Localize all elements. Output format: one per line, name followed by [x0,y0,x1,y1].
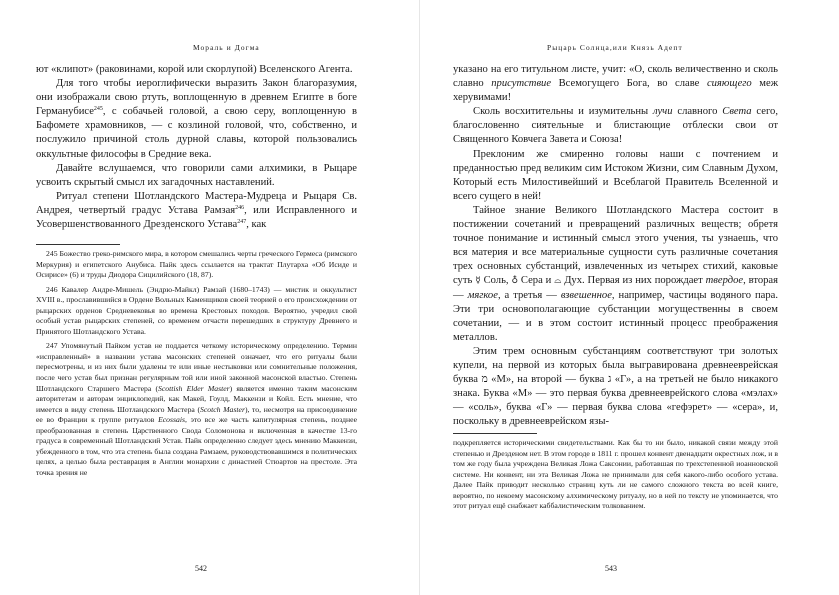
paragraph [36,77,357,162]
text-run: , а третья — [497,289,561,301]
text-run: , или Исправленного и Усовершенствованного Дрезденского Устава [36,204,357,231]
footnote-rule [36,244,120,245]
main-text [36,63,357,232]
italic-text: Света [722,106,752,118]
text-run: Ритуал степени Шотландского Мастера-Мудреца и Рыцаря Св. Андрея, четвертый градус Устава Рамзая [36,190,357,216]
running-head: Мораль и Догма [193,43,260,52]
italic-text: Ecossais [158,415,185,425]
text-run: Всемогущего Бога, во славе [551,78,707,90]
footnote-ref: 246 [235,204,245,211]
text-run: , с собачьей головой, а свою серу, воплощенную в Бафомете храмовников, — с козлиной головой, что, собственно, и послужило причиной столь дурной славы, которой пользовались оккультные философы в Средние века. [36,106,357,160]
italic-text: сияющего [706,78,752,90]
text-run: , как [246,219,267,231]
text-run: Сера и [518,275,555,287]
paragraph [36,190,357,232]
text-run: Давайте вслушаемся, что говорили сами алхимики, в Рыцаре усвоить скрытый смысл их загадочных наставлений. [36,162,357,188]
paragraph [36,341,357,478]
paragraph [36,162,357,190]
footnote-ref: 245 [93,106,103,113]
text-run: , это все же часть капитулярная степень, позднее преобразованная в степень Царственного Свода Соломонова и включенная в качестве 13-го градуса в современный Шотландский Устав. Пайк определенно следует здесь мнению Маккензи, убежденного в том, что эта степень была создана Рамзаем, руководствовавшимся в политических целях, а целью была реставрация в Англии монархии с династией Стюартов на престоле. Эта точка зрения не [36,415,357,477]
italic-text: Scotch Master [200,404,245,414]
text-run: Соль, [480,275,512,287]
italic-text: присутствие [491,78,552,90]
footnote-rule [453,433,537,434]
text-run: меж херувимами! [453,78,779,104]
right-page [420,0,839,595]
text-run: ) является именно таким масонским авторитетам и авторам энциклопедий, как Макей, Гоулд, Маккензи и Койл. Есть мнение, что имеется в виду степень Шотландского Мастера ( [36,383,357,414]
text-run: указано на его титульном листе, учит: «О, сколь величественно и сколь славно [453,64,778,90]
italic-text: Scottish Elder Master [158,383,230,393]
italic-text: твердое [705,275,744,287]
paragraph [453,148,778,204]
text-run: ), то, несмотря на присоединение ее во Франции к группе ритуалов [36,404,357,425]
text-run: 245 Божество греко-римского мира, в котором смешались черты греческого Гермеса (римского Меркурия) и египетского Анубиса. Пайк здесь ссылается на трактат Плутарха «Об Исиде и Осирисе» (6) и труды Диодора Сицилийского (18, 87). [36,249,357,280]
text-run: ют «клипот» (раковинами, корой или скорлупой) Вселенского Агента. [36,64,353,75]
paragraph [36,63,357,77]
text-run: Этим трем основным субстанциям соответствуют три золотых купели, на первой из которых была выгравирована древнееврейская буква מ «М», на второй — буква ג «Г», а на третьей не было никакого знака. Буква «М» — это первая буква древнееврейского слова «мэлах» — «соль», буква «Г» — первая буква слова «гефэрет» — «сера», и, поскольку в древнееврейском язы- [453,345,778,428]
paragraph [453,63,778,105]
footnote-ref: 247 [237,219,247,226]
italic-text: лучи [652,106,673,118]
text-run: , например, частицы водяного пара. Эти три основополагающие субстанции могущественны в своем сочетании, — и в этом состоит истинный процесс преображения металлов. [453,289,778,343]
text-run: Для того чтобы иероглифически выразить Закон благоразумия, они изображали свою ртуть, воплощенную в древнем Египте в боге Германубисе [36,78,357,118]
italic-text: взвешенное [560,289,612,301]
text-run: Тайное знание Великого Шотландского Мастера состоит в постижении сочетаний и превращений различных веществ; обретя точное понимание и истинный смысл этого учения, ты узнаешь, что вся материя и все материальные сущности суть различные сочетания трех основных субстанций, извлеченных из четырех стихий, каковые суть [453,204,778,287]
footnotes [453,438,778,516]
text-run: славного [672,106,723,118]
text-run: , вторая — [453,275,779,301]
italic-text: мягкое [467,289,498,301]
text-run: Сколь восхитительны и изумительны [473,106,653,118]
footnotes [36,249,357,482]
paragraph [36,249,357,281]
running-head: Рыцарь Солнца,или Князь Адепт [547,43,683,52]
paragraph [453,204,778,345]
text-run: сего, благословенно сиятельные и блистающие отблески свои от Священного Ковчега Завета и Союза! [453,106,778,146]
text-run: 246 Кавалер Андре-Мишель (Эндрю-Майкл) Рамзай (1680–1743) — мистик и оккультист XVIII в., прославившийся в Ордене Вольных Каменщиков своей теорией о его происхождении от рыцарских орденов Средневековья во времена Крестовых походов. Вероятно, учредил свой особый устав рыцарских степеней, со временем отчасти перешедших в структуру Древнего и Принятого Шотландского Устава. [36,284,357,336]
alchemical-symbol-icon: ⌓ [554,276,562,287]
text-run: Дух. Первая из них порождает [561,275,706,287]
paragraph [453,105,778,147]
paragraph [453,345,778,430]
paragraph [453,438,778,512]
text-run: 247 Упомянутый Пайком устав не поддается четкому историческому определению. Термин «исправленный» в названии устава масонских степеней означает, что его ритуалы были пересмотрены, и из них были удалены те или иные нестыковки или сомнительные положения, после чего устав был признан регулярным той или иной законной масонской властью. Степень Шотландского Старшего Мастера ( [36,341,357,393]
text-run: подкрепляется историческими свидетельствами. Как бы то ни было, никакой связи между этой степенью и Дрезденом нет. В этом городе в 1811 г. прошел конвент двенадцати окрестных лож, и в том же году была учреждена Великая Ложа Саксонии, работавшая по трехстепенной иоанновской системе. Ни конвент, ни эта Великая Ложа не принимали для себя какого-либо особого устава. Далее Пайк приводит несколько страниц куть ли не самого сложного текста во всей книге, вероятно, по некоему масонскому алхимическому ритуалу, но в ней по тексту не упоминается, что этот ритуал ещё снабжает каббалистическим толкованием. [453,438,778,511]
page-number: 543 [605,564,617,573]
alchemical-symbol-icon: ♁ [511,276,519,287]
main-text [453,63,778,429]
page-number: 542 [195,564,207,573]
paragraph [36,285,357,338]
text-run: Преклоним же смиренно головы наши с почтением и преданностью пред великим сим Истоком Жизни, сим Славным Духом, Который есть Милостивейший и Всеблагой Правитель Вселенной и всего сущего в ней! [453,148,778,202]
alchemical-symbol-icon: ☿ [475,276,481,287]
left-page [0,0,419,595]
